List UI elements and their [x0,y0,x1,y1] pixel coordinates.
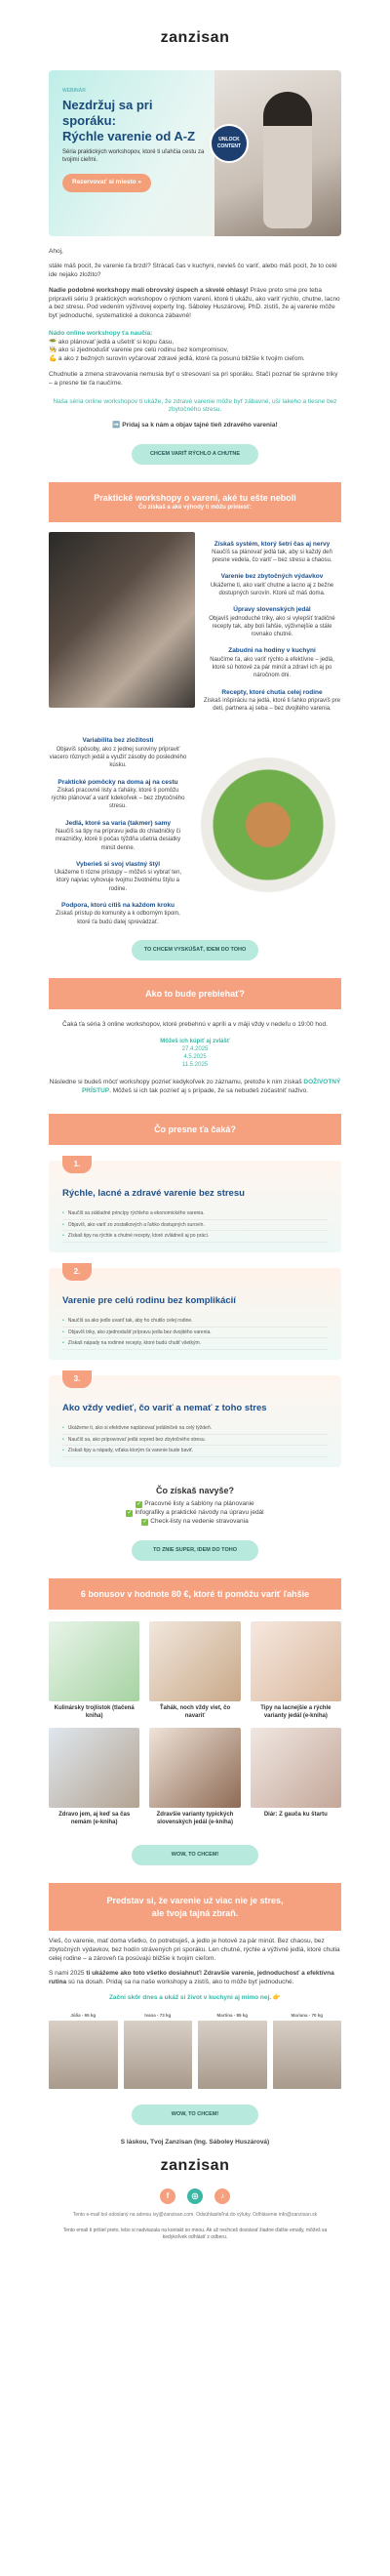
card-bullet: • Naučíš sa základné princípy rýchleho a ekonomického varenia. [62,1208,328,1220]
feature-desc: Získaš pracovné listy a ťaháky, ktoré ti pomôžu rýchlo plánovať a variť kdekoľvek – bez zbytočného stresu. [51,788,185,810]
lifetime-access-paragraph: Následne si budeš môcť workshopy pozrieť kedykoľvek zo záznamu, pretože k nim získaš DOŽIVOTNÝ PRÍSTUP. Môžeš si ich tak pozrieť aj s prípade, že sa nebudeš zúčastniť naživo. [49,1079,341,1095]
extra-item: ✓ Pracovné listy a šablóny na plánovanie [136,1500,254,1508]
try-it-button[interactable]: TO CHCEM VYSKÚŠAŤ, IDEM DO TOHO [132,940,258,961]
feature-desc: Získaš prístup do komunity a k odborným tipom, ktoré ťa budú ďalej sprevádzať. [56,911,180,925]
join-line: ➡️ Pridaj sa k nám a objav tajné tieň zdravého varenia! [112,422,278,429]
feature-desc: Objavíš spôsoby, ako z jednej suroviny pripraviť viacero rôznych jedál a využiť zásoby do posledného kúsku. [49,747,187,769]
cta-line: Začni skôr dnes a ukáž si život v kuchyni aj mimo nej. 👉 [108,1993,282,2001]
feature-title: Podpora, ktorú cítiš na každom kroku [61,901,175,909]
bonus-image [49,1621,139,1701]
check-icon: ✓ [127,1510,133,1517]
bonus-image [49,1728,139,1808]
bonus-image [251,1728,341,1808]
closing-paragraph-2: S nami 2025 ti ukážeme ako toto všetko dosiahnuť! Zdravšie varenie, jednoduchosť a efektívna rutina sú na dosah. Pridaj sa na naše workshopy a zistíš, ako to môže byť jednoduché. [49,1970,334,1986]
date-item: 11.5.2025 [181,1062,209,1069]
feature-desc: Naučíme ťa, ako variť rýchlo a efektívne – jedlá, ktoré sú hotové za pár minút a zdraví ich aj po náročnom dni. [210,657,334,679]
imagine-band [49,1883,341,1931]
bonus-grid [49,1621,341,1826]
footer-note: Tento e-mail bol odoslaný na adresu ivy@zanzisan.com. Odsúhlasiteľná do výluky. Odhlásenie info@zanzisan.sk [72,2211,318,2218]
feature-desc: Ukážeme ti rôzne prístupy – môžeš si vybrať ten, ktorý najviac vyhovuje tvojmu životnému štýlu a rodine. [54,870,182,892]
features-list-b [49,728,187,925]
band-title: 6 bonusov v hodnote 80 €, ktoré ti pomôžu variť ľahšie [80,1589,310,1600]
feature-desc: Naučíš sa tipy na prípravu jedla do chladničky či mrazničky, ktoré ti počas týždňa ušetria desiatky minút denne. [55,829,181,851]
band-title: Ako to bude prebiehať? [145,989,245,1000]
feature-title: Vyberieš si svoj vlastný štýl [75,860,161,868]
card-bullet: • Objavíš, ako variť zo zostatkových a ľahko dostupných surovín. [62,1220,328,1232]
features-row-2 [49,728,341,925]
result-photo [49,2021,118,2089]
closing-section [0,1938,390,2003]
workshops-band [49,482,341,521]
bonus-item: Zdravšie varianty typických slovenských jedál (e-kniha) [149,1728,240,1826]
extra-item: ✓ Check-listy na vedenie stravovania [142,1517,249,1525]
list-item: 💪 a ako z bežných surovín vyčarovať zdravé jedlá, ktoré ťa posunú bližšie k tvojim cieľom. [49,355,305,363]
hero-banner[interactable] [49,70,341,236]
greeting: Ahoj, [49,247,63,255]
footer [0,2139,390,2255]
footer-logo[interactable]: zanzisan [160,2156,230,2174]
card-bullet: • Naučíš sa, ako pripravovať jedlá vopred bez zbytočného stresu. [62,1435,328,1447]
bonus-item: Ťahák, noch vždy viet, čo navariť [149,1621,240,1720]
list-item: 👨‍🍳 ako si zjednodušiť varenie pre celú rodinu bez kompromisov, [49,347,229,354]
band-title: Praktické workshopy o varení, aké tu ešte neboli [94,493,296,504]
card-title: Rýchle, lacné a zdravé varenie bez stresu [62,1187,245,1199]
tiktok-icon[interactable]: ♪ [214,2188,230,2204]
footer-unsubscribe-note: Tento email ti prišiel preto, lebo si nadviazala na kontakt so mnou. Ak už nechceš dostávať žiadne ďalšie emaily, môžeš sa kedykoľvek odhlásiť z odberu. [62,2228,328,2241]
result-item: Júlia - 65 kg [49,2013,118,2089]
bonus-image [251,1621,341,1701]
signoff: S láskou, Tvoj Zanzisan (Ing. Sáboley Huszárová) [120,2139,270,2147]
instagram-icon[interactable]: ◎ [187,2188,203,2204]
hero-subtitle: Séria praktických workshopov, ktoré ti uľahčia cestu za tvojimi cieľmi. [62,149,205,164]
how-band [49,978,341,1009]
closing-paragraph-1: Vieš, čo varenie, mať doma všetko, čo potrebuješ, a jedlo je hotové za pár minút. Bez chaosu, bez zbytočných výdavkov, bez hodín strávených pri sporáku. Len chutné, rýchle a výživné jedlá, ktoré chutia celej rodine – a zároveň ťa posúvajú bližšie k tvojim cieľom. [49,1938,340,1962]
wow-button-2[interactable]: WOW, TO CHCEM! [132,2105,258,2125]
bonus-item: Diár: Z gauča ku štartu [251,1728,341,1826]
extras-title: Čo získaš navyše? [155,1486,235,1496]
band-subtitle: Čo získaš a aké výhody ti môžu priniesť: [138,505,252,511]
list-heading: Nádo online workshopy ťa naučia: [49,329,153,337]
band-title: Predstav si, že varenie už viac nie je stres, ale tvoja tajná zbraň. [106,1895,284,1918]
bonus-band [49,1578,341,1610]
reserve-button[interactable]: Rezervovať si miesto » [62,174,151,192]
intro-paragraph-3: Chudnutie a zmena stravovania nemusia byť o stresovaní sa pri sporáku. Stačí poznať tie správne triky – a presne tie ťa naučíme. [49,371,338,387]
card-bullet: • Získaš nápady na rodinné recepty, ktoré budú chutiť všetkým. [62,1338,328,1350]
card-number: 1. [62,1156,92,1173]
hero-text [62,86,209,192]
feature-desc: Ukážeme ti, ako variť chutne a lacno aj z bežne dostupných surovín. Ktoré už máš doma. [210,583,334,597]
hero-person-image [263,92,312,228]
brand-logo[interactable]: zanzisan [160,29,230,46]
bonus-item: Tipy na lacnejšie a rýchle varianty jedál (e-kniha) [251,1621,341,1720]
check-icon: ✓ [142,1518,148,1525]
result-item: Ivana - 73 kg [124,2013,193,2089]
date-item: 27.4.2025 [181,1046,209,1053]
sounds-great-button[interactable]: TO ZNIE SUPER, IDEM DO TOHO [132,1540,258,1561]
kitchen-photo [49,532,195,708]
feature-title: Recepty, ktoré chutia celej rodine [221,688,323,696]
date-item: 4.5.2025 [183,1054,207,1061]
check-icon: ✓ [136,1501,142,1508]
result-photo [124,2021,193,2089]
intro-paragraph-1: stále máš pocit, že varenie ťa brzdí? Strácaš čas v kuchyni, nevieš čo variť, alebo máš pocit, že to celé ide nejako zložito? [49,263,337,279]
workshop-card-2 [49,1268,341,1360]
intro-section [0,248,390,466]
dates-heading: Môžeš ich kúpiť aj zvlášť [160,1038,230,1044]
feature-title: Varenie bez zbytočných výdavkov [220,573,324,581]
bonus-item: Kulinársky trojlístok (tlačená kniha) [49,1621,139,1720]
result-item: Martina - 85 kg [198,2013,267,2089]
hero-badge: WEBINÁR [62,87,86,94]
cook-fast-button[interactable]: CHCEM VARIŤ RÝCHLO A CHUTNE [132,444,258,465]
facebook-icon[interactable]: f [160,2188,176,2204]
feature-desc: Naučíš sa plánovať jedlá tak, aby si každý deň presne vedela, čo variť – bez stresu a chaosu. [212,550,332,564]
card-number: 2. [62,1263,92,1281]
feature-title: Praktické pomôcky na doma aj na cestu [58,778,178,786]
teal-note: Naša séria online workshopov ti ukáže, že zdravé varenie môže byť zábavné, uší lakeho a tiesne bez zbytočného stresu. [53,397,337,414]
dates-list [49,1038,341,1069]
results-row [49,2013,341,2089]
features-row-1 [49,532,341,714]
bonus-item: Zdravo jem, aj keď sa čas nemám (e-kniha) [49,1728,139,1826]
card-title: Varenie pre celú rodinu bez komplikácií [62,1295,236,1307]
band-title: Čo presne ťa čaká? [154,1124,236,1134]
result-photo [273,2021,342,2089]
card-bullet: • Získaš tipy na rýchle a chutné recepty, ktoré zvládneš aj po práci. [62,1231,328,1243]
social-links [0,2188,390,2204]
extra-item: ✓ Infografiky a praktické návody na úpravu jedál [127,1509,264,1517]
feature-title: Získaš systém, ktorý šetrí čas aj nervy [214,540,331,548]
feature-title: Zabudni na hodiny v kuchyni [228,647,316,655]
bonus-image [149,1728,240,1808]
feature-title: Úpravy slovenských jedál [233,606,311,614]
what-awaits-band [49,1114,341,1145]
wow-button[interactable]: WOW, TO CHCEM! [132,1845,258,1865]
card-title: Ako vždy vedieť, čo variť a nemať z toho stres [62,1403,267,1414]
workshop-card-3 [49,1375,341,1467]
salad-photo [195,728,341,904]
feature-title: Jedlá, ktoré sa varia (takmer) samy [64,819,172,827]
hero-title: Nezdržuj sa pri sporáku: Rýchle varenie od A-Z [62,98,196,143]
schedule-section [0,1021,390,1096]
feature-desc: Získaš inšpiráciu na jedlá, ktoré ti ľahko pripravíš pre deti, partnera aj seba – bez dvojitého varenia. [203,698,341,713]
intro-paragraph-2: Nadie podobné workshopy mali obrovský úspech a skvelé ohlasy! Práve preto sme pre teba pripravili sériu 3 praktických workshopov o rýchlom varení, ktoré ti ukážu, ako variť rýchlo, chutne, lacno a bez stresu. Pod vedením výživovej experty Ing. Sáboley Huszárovej, PhD. zistíš, že aj varenie môže byť jednoduché, systematické a dokonca zábavné! [49,286,340,320]
hero-stamp-badge: UNLOCK CONTENT [210,124,249,163]
result-photo [198,2021,267,2089]
schedule-paragraph: Čaká ťa séria 3 online workshopov, ktoré prebehnú v apríli a v máji vždy v nedeľu o 19:00 hod. [62,1021,328,1029]
feature-title: Variabilita bez zložitosti [82,737,154,745]
card-bullet: • Objavíš triky, ako zjednodušiť prípravu jedla bez dvojitého varenia. [62,1328,328,1339]
feature-desc: Objavíš jednoduché triky, ako si vylepšiť tradičné recepty tak, aby boli ľahšie, výživnejšie a stále rovnako chutné. [209,616,335,638]
card-bullet: • Naučíš sa ako jedlo uvariť tak, aby ho chutilo celej rodine. [62,1316,328,1328]
list-item: 🥗 ako plánovať jedlá a ušetriť si kopu času, [49,338,175,346]
result-item: Mariana - 70 kg [273,2013,342,2089]
bonus-image [149,1621,240,1701]
card-bullet: • Ukážeme ti, ako si efektívne naplánovať jedálniček na celý týždeň. [62,1423,328,1435]
card-bullet: • Získaš tipy a nápady, vďaka ktorým ťa varenie bude baviť. [62,1446,328,1457]
card-number: 3. [62,1370,92,1388]
workshop-card-1 [49,1161,341,1252]
features-list-a [203,532,341,714]
